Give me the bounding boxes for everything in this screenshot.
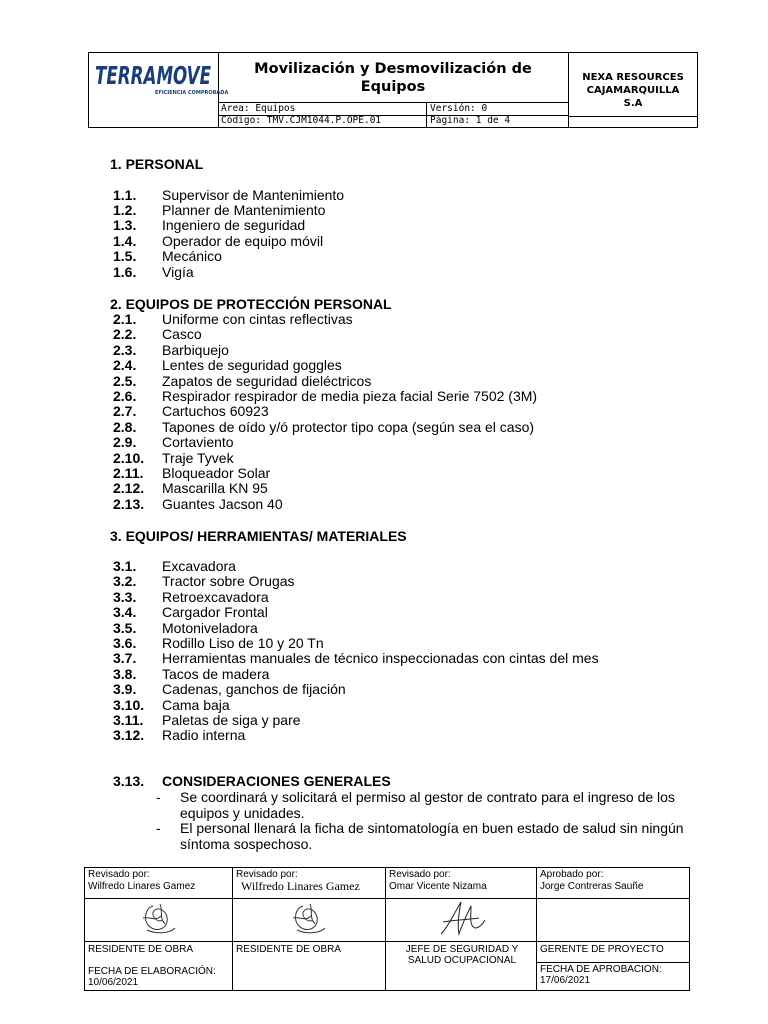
signature-name: Omar Vicente Nizama	[389, 881, 487, 892]
divider	[85, 898, 689, 899]
signature-name: Jorge Contreras Sauñe	[540, 881, 644, 892]
signature-label: Revisado por:	[236, 869, 298, 880]
signature-name: Wilfredo Linares Gamez	[88, 881, 196, 892]
date-value: 17/06/2021	[540, 975, 591, 986]
signature-name: Wilfredo Linares Gamez	[241, 879, 360, 893]
logo-tagline: EFICIENCIA COMPROBADA	[155, 90, 229, 96]
logo-text: TERRAMOVE	[95, 61, 211, 90]
logo-cell	[89, 53, 229, 127]
signature-label: Revisado por:	[389, 869, 451, 880]
signature-icon	[435, 898, 487, 940]
meta-row-code	[218, 115, 569, 127]
section-heading-epp: 2. EQUIPOS DE PROTECCIÓN PERSONAL	[110, 296, 392, 312]
signature-table	[84, 867, 690, 991]
signature-icon	[285, 900, 335, 938]
page-label: Página: 1 de 4	[426, 115, 570, 127]
document-title-cell	[218, 53, 569, 103]
date-label: FECHA DE APROBACION:	[540, 964, 662, 975]
area-label: Area: Equipos	[221, 103, 296, 114]
section-heading-equipos: 3. EQUIPOS/ HERRAMIENTAS/ MATERIALES	[110, 528, 407, 544]
section-heading-personal: 1. PERSONAL	[110, 156, 204, 172]
divider	[85, 941, 689, 942]
signature-role: JEFE DE SEGURIDAD Y SALUD OCUPACIONAL	[405, 944, 519, 966]
signature-label: Revisado por:	[88, 869, 150, 880]
signature-icon	[135, 900, 185, 938]
date-label: FECHA DE ELABORACIÓN:	[88, 966, 216, 977]
date-value: 10/06/2021	[88, 977, 139, 988]
company-name: NEXA RESOURCES CAJAMARQUILLA S.A	[582, 71, 684, 109]
divider	[537, 962, 689, 963]
signature-role: GERENTE DE PROYECTO	[540, 944, 664, 955]
document-header	[88, 52, 698, 128]
code-label: Código: TMV.CJM1044.P.OPE.01	[221, 115, 382, 126]
signature-label: Aprobado por:	[540, 869, 604, 880]
terramove-logo	[93, 57, 229, 103]
divider	[569, 116, 697, 117]
version-label: Versión: 0	[426, 103, 570, 115]
signature-role: RESIDENTE DE OBRA	[236, 944, 342, 955]
document-title: Movilización y Desmovilización de Equipos	[254, 60, 532, 95]
signature-role: RESIDENTE DE OBRA	[88, 944, 194, 955]
